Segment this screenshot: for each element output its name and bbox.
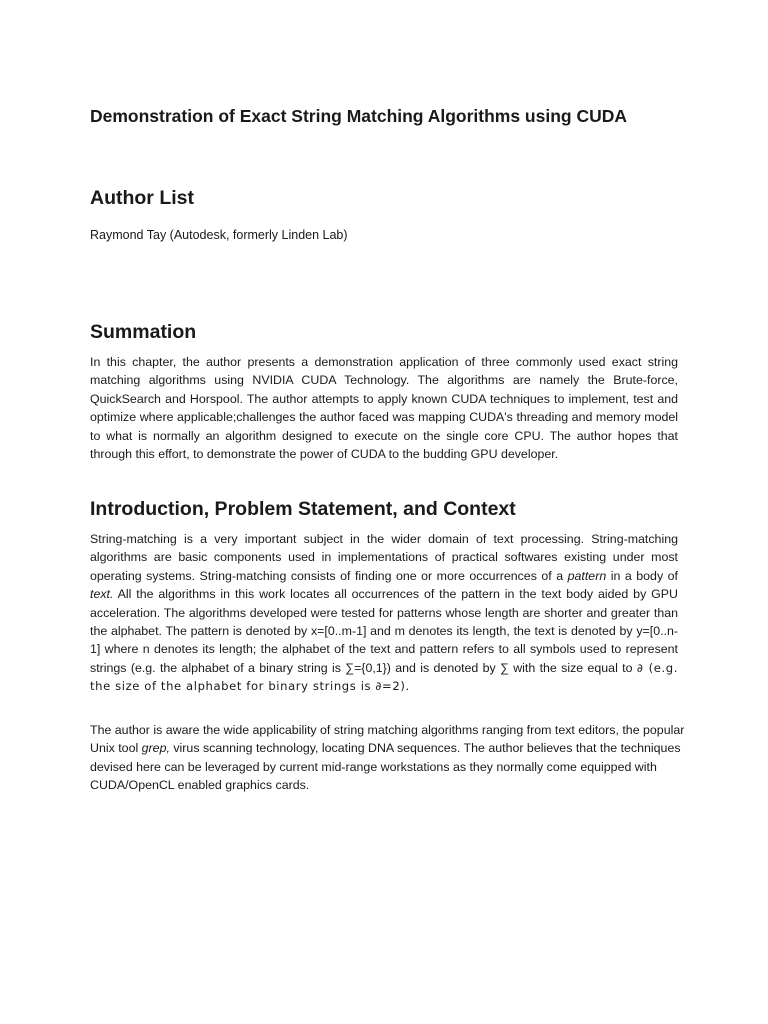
- author-list-heading: Author List: [90, 187, 194, 209]
- grep-term: grep,: [141, 741, 170, 756]
- document-title: Demonstration of Exact String Matching Algorithms using CUDA: [90, 106, 628, 126]
- summation-heading: Summation: [90, 321, 197, 343]
- pattern-term: pattern: [567, 568, 607, 583]
- intro-text-segment: The author is aware the wide applicability of string matching algorithms ranging from text editors, the popular Unix tool: [90, 723, 685, 756]
- intro-text-segment: virus scanning technology, locating DNA sequences. The author believes that the techniques devised here can be leveraged by current mid-range workstations as they normally come equipped with CUDA/OpenCL enabled graphics cards.: [90, 741, 681, 793]
- introduction-paragraph-1: [90, 530, 678, 696]
- intro-text-segment: String-matching is a very important subject in the wider domain of text processing. String-matching algorithms are basic components used in implementations of practical softwares existing under most operating systems. String-matching consists of finding one or more occurrences of a: [90, 532, 678, 583]
- author-name: Raymond Tay (Autodesk, formerly Linden Lab): [90, 228, 348, 242]
- summation-paragraph: In this chapter, the author presents a demonstration application of three commonly used exact string matching algorithms using NVIDIA CUDA Technology. The algorithms are namely the Brute-force, QuickSearch and Horspool. The author attempts to apply known CUDA techniques to implement, test and optimize where applicable;challenges the author faced was mapping CUDA's threading and memory model to what is normally an algorithm designed to execute on the single core CPU. The author hopes that through this effort, to demonstrate the power of CUDA to the budding GPU developer.: [90, 355, 678, 462]
- introduction-paragraph-2: [90, 721, 690, 795]
- introduction-heading: Introduction, Problem Statement, and Context: [90, 498, 516, 520]
- text-term: text.: [90, 587, 114, 602]
- intro-text-segment: All the algorithms in this work locates all occurrences of the pattern in the text body aided by GPU acceleration. The algorithms developed were tested for patterns whose length are shorter and greater than the alphabet. The pattern is denoted by x=[0..m-1] and m denotes its length, the text is denoted by y=[0..n-1] where n denotes its length; the alphabet of the text and pattern refers to all symbols used to represent strings (e.g. the alphabet of a binary string is ∑={0,1}) and is denoted by ∑ with the size equal to: [90, 587, 678, 675]
- intro-text-segment: in a body of: [606, 568, 678, 583]
- alphabet-size-note: ∂ (e.g. the size of the alphabet for binary strings is ∂=2).: [90, 660, 678, 694]
